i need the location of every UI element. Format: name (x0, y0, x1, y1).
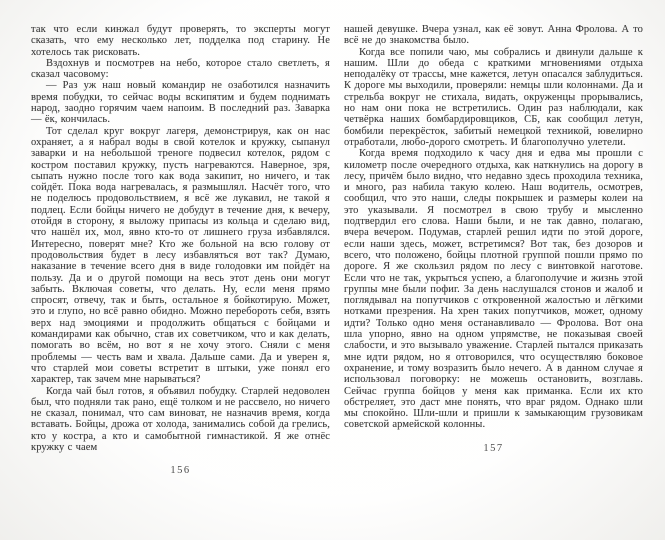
page-number-left: 156 (170, 465, 191, 477)
paragraph: так что если кинжал будут проверять, то эксперты могут сказать, что ему несколько лет, подделка под старину. Не хотелось так рисковать. (31, 24, 330, 58)
book-page-right (344, 24, 643, 454)
page-text-right (344, 24, 643, 431)
page-text-left (31, 24, 330, 453)
paragraph-dialogue: — Раз уж наш новый командир не озаботился назначить время побудки, то сейчас воды вскипятим и будем поднимать народ, заодно горячим чаем напоим. В последний раз. Заварка — ёк, кончилась. (31, 80, 330, 126)
paragraph: Когда все попили чаю, мы собрались и двинули дальше к нашим. Шли до обеда с краткими мгновениями отдыха неподалёку от трассы, мне кажется, летун опасался заблудиться. К дороге мы выходили, проверяли: немцы шли колоннами. Да и стрельба вокруг не стихала, видать, окруженцы прорывались, но нам они пока не встретились. Один раз наблюдали, как четвёрка наших бомбардировщиков, СБ, как сообщил летун, бомбили перекрёсток, забитый немецкой техникой, ювелирно отработали, любо-дорого смотреть. И благополучно улетели. (344, 46, 643, 148)
page-number-right: 157 (483, 442, 504, 454)
paragraph: нашей девушке. Вчера узнал, как её зовут. Анна Фролова. А то всё не до знакомства было. (344, 24, 643, 47)
paragraph: Вздохнув и посмотрев на небо, которое стало светлеть, я сказал часовому: (31, 57, 330, 81)
book-page-left (31, 24, 330, 476)
paragraph: Когда время подходило к часу дня и едва мы прошли с километр после очередного отдыха, как наткнулись на дорогу в лесу, причём было видно, что недавно здесь проходила техника, и много, раз набила такую колею. Наш водитель, осмотрев, сообщил, что это наши, следы покрышек и размеры колеи на это указывали. Я посмотрел в свою трубу и мысленно подтвердил его слова. Наши были, и не так давно, полагаю, вчера вечером. Подумав, старлей решил идти по этой дороге, если наши здесь, может, встретимся? Вот так, без дозоров и всего, что положено, бойцы плотной группой пошли прямо по дороге. Я же скользил рядом по лесу с винтовкой наготове. Если что не так, укрыться успею, а благополучие и жизнь этой группы мне были пофиг. За день наслушался стонов и жалоб и поглядывал на попутчиков с откровенной жалостью и лёгкими нотками презрения. На хрен таких попутчиков, может, одному идти? Только одно меня останавливало — Фролова. Вот она шла упорно, явно на одном упрямстве, не показывая своей слабости, и это вызывало уважение. Старлей пытался приказать мне идти рядом, но я отговорился, что осуществляю боковое охранение, и тому возразить было нечего. А в данном случае я использовал поговорку: не можешь остановить, возглавь. Сейчас группа бойцов у меня как приманка. Если их кто обстреляет, это даст мне понять, что враг рядом. Однако шли мы спокойно. Шли-шли и пришли к замыкающим грузовикам советской армейской колонны. (344, 148, 643, 431)
paragraph: Когда чай был готов, я объявил побудку. Старлей недоволен был, что подняли так рано, ещё толком и не рассвело, но ничего не сказал, понимал, что сам виноват, не назначив время, когда вставать. Бойцы, дрожа от холода, занимались собой да грелись, кто у костра, а кто и самобытной гимнастикой. Я же отнёс кружку с чаем (31, 385, 330, 453)
paragraph: Тот сделал круг вокруг лагеря, демонстрируя, как он нас охраняет, а я набрал воды в свой котелок и кружку, сыпанул заварки и на небольшой треноге подвесил котелок, рядом с костром поставил кружку, пусть нагреваются. Наверное, зря, сыпать нужно после того как вода закипит, но ничего, и так сойдёт. Пока вода нагревалась, я размышлял. Насчёт того, что не поделюсь продовольствием, я всё же лукавил, не такой я подлец. Если бойцы ничего не добудут в течение дня, к вечеру, отойдя в сторону, я выложу припасы из кольца и сделаю вид, что нашёл их, мол, явно кто-то от лишнего груза избавлялся. Интересно, поверят мне? Кто же больной на всю голову от продовольствия будет в лесу избавляться вот так? Думаю, наказание в течение всего дня в виде голодовки им пойдёт на пользу. Да и о другой помощи на весь этот день они могут забыть. Включая советы, что делать. Ну, если меня прямо спросят, отвечу, так и быть, остальное я бойкотирую. Может, это и глупо, но всё равно обидно. Можно перебороть себя, взять верх над эмоциями и продолжить общаться с бойцами и командирами как обычно, став их советчиком, что и как делать, помогать во всём, но вот я не хочу этого. Сняли с меня проблемы — честь вам и хвала. Дальше сами. Да и уверен я, что старлей мои советы встретит в штыки, уже понял его характер, так зачем мне нарываться? (31, 125, 330, 386)
